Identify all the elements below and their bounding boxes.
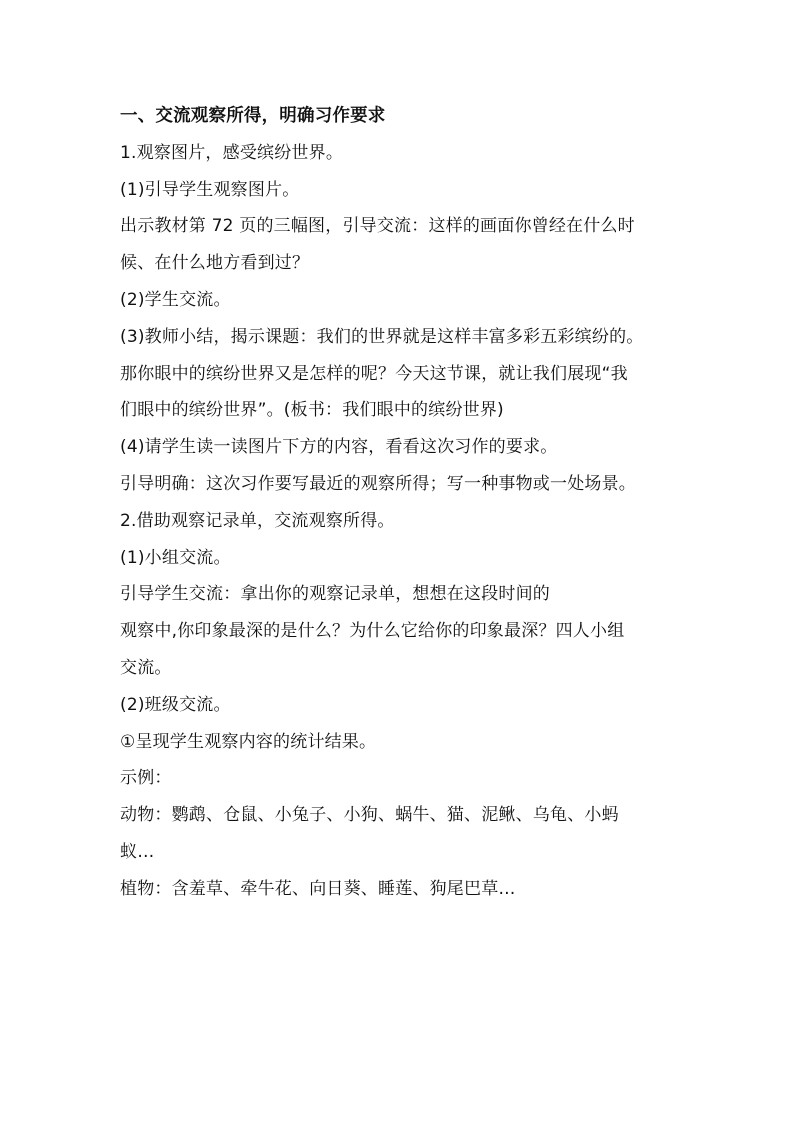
- paragraph-line: 引导明确：这次习作要写最近的观察所得；写一种事物或一处场景。: [120, 473, 636, 494]
- paragraph-line: 示例：: [120, 768, 172, 789]
- paragraph-line: (2)学生交流。: [120, 289, 231, 310]
- paragraph-line: 蚁…: [120, 841, 155, 862]
- paragraph-line: (2)班级交流。: [120, 694, 231, 715]
- paragraph-line: 观察中,你印象最深的是什么？为什么它给你的印象最深？四人小组: [120, 621, 625, 642]
- paragraph-line: 那你眼中的缤纷世界又是怎样的呢？今天这节课，就让我们展现“我: [120, 363, 628, 384]
- paragraph-line: (1)小组交流。: [120, 547, 231, 568]
- paragraph-line: 们眼中的缤纷世界”。(板书：我们眼中的缤纷世界): [120, 400, 504, 421]
- paragraph-line: 交流。: [120, 657, 172, 678]
- document-body: [120, 98, 690, 908]
- paragraph-line: 动物：鹦鹉、仓鼠、小兔子、小狗、蜗牛、猫、泥鳅、乌龟、小蚂: [120, 805, 619, 826]
- paragraph-line: 引导学生交流：拿出你的观察记录单，想想在这段时间的: [120, 584, 550, 605]
- paragraph-line: 候、在什么地方看到过？: [120, 253, 310, 274]
- paragraph-line: (3)教师小结，揭示课题：我们的世界就是这样丰富多彩五彩缤纷的。: [120, 326, 644, 347]
- paragraph-line: (4)请学生读一读图片下方的内容，看看这次习作的要求。: [120, 437, 558, 458]
- paragraph-line: 植物：含羞草、牵牛花、向日葵、睡莲、狗尾巴草…: [120, 878, 516, 899]
- paragraph-line: 2.借助观察记录单，交流观察所得。: [120, 510, 395, 531]
- paragraph-line: 1.观察图片，感受缤纷世界。: [120, 142, 344, 163]
- section-heading: 一、交流观察所得，明确习作要求: [120, 106, 386, 126]
- paragraph-line: ①呈现学生观察内容的统计结果。: [120, 731, 377, 752]
- paragraph-line: 出示教材第 72 页的三幅图，引导交流：这样的画面你曾经在什么时: [120, 216, 635, 237]
- paragraph-line: (1)引导学生观察图片。: [120, 179, 300, 200]
